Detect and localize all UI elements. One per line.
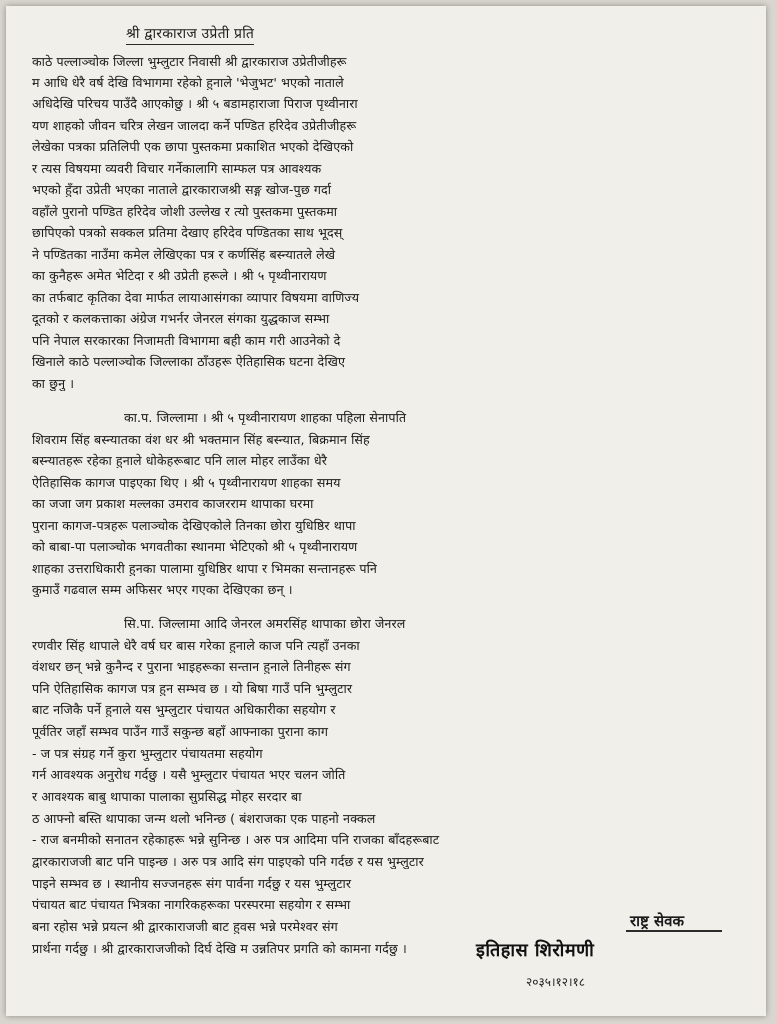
letter-line: को बाबा-पा पलाञ्चोक भगवतीका स्थानमा भेटिएको श्री ५ पृथ्वीनारायण xyxy=(32,539,358,554)
letter-line: अधिदेखि परिचय पाउँदै आएकोछु । श्री ५ बडामहाराजा पिराज पृथ्वीनारा xyxy=(32,96,358,111)
letter-line: पनि नेपाल सरकारका निजामती विभागमा बही काम गरी आउनेको दे xyxy=(32,333,341,348)
letter-line: बाट नजिकै पर्ने हुनाले यस भुम्लुटार पंचायत अधिकारीका सहयोग र xyxy=(32,702,336,717)
letter-line: प्रार्थना गर्दछु । श्री द्वारकाराजजीको दिर्घ देखि म उन्नतिपर प्रगति को कामना गर्दछु । xyxy=(32,941,407,956)
letter-line: का कुनैहरू अमेत भेटिदा र श्री उप्रेती हरूले । श्री ५ पृथ्वीनारायण xyxy=(32,268,327,283)
letter-salutation: श्री द्वारकाराज उप्रेती प्रति xyxy=(126,24,254,45)
signature-name: इतिहास शिरोमणी xyxy=(476,940,595,961)
letter-line: का छुनु । xyxy=(32,376,75,391)
letter-line: भएको हुँदा उप्रेती भएका नाताले द्वारकाराजश्री सङ्ग खोज-पुछ गर्दा xyxy=(32,182,332,197)
letter-line: ऐतिहासिक कागज पाइएका थिए । श्री ५ पृथ्वीनारायण शाहका समय xyxy=(32,475,341,490)
letter-line: पूर्वतिर जहाँ सम्भव पाउँन गाउँ सकुन्छ बहाँ आफ्नाका पुराना काग xyxy=(32,724,329,739)
letter-line: यण शाहको जीवन चरित्र लेखन जालदा कर्ने पण्डित हरिदेव उप्रेतीजीहरू xyxy=(32,118,357,133)
letter-line: कुमाउँ गढवाल सम्म अफिसर भएर गएका देखिएका छन् । xyxy=(32,582,293,597)
letter-line: खिनाले काठे पल्लाञ्चोक जिल्लाका ठाँउहरू ऐतिहासिक घटना देखिए xyxy=(32,354,346,369)
letter-line: - ज पत्र संग्रह गर्ने कुरा भुम्लुटार पंचायतमा सहयोग xyxy=(32,746,263,761)
signature-date: २०३५।१२।१८ xyxy=(526,975,586,989)
letter-line: द्वारकाराजजी बाट पनि पाइन्छ । अरु पत्र आदि संग पाइएको पनि गर्दछ र यस भुम्लुटार xyxy=(32,854,424,869)
letter-line: पनि ऐतिहासिक कागज पत्र हुन सम्भव छ । यो बिषा गाउँ पनि भुम्लुटार xyxy=(32,681,353,696)
letter-line: सि.पा. जिल्लामा आदि जेनरल अमरसिंह थापाका छोरा जेनरल xyxy=(124,616,406,631)
letter-line: र आवश्यक बाबु थापाका पालाका सुप्रसिद्ध मोहर सरदार बा xyxy=(32,789,302,804)
letter-line: पाइने सम्भव छ । स्थानीय सज्जनहरू संग पार्वना गर्दछु र यस भुम्लुटार xyxy=(32,876,352,891)
letter-line: म आधि धेरै वर्ष देखि विभागमा रहेको हुनाले 'भेजुभट' भएको नाताले xyxy=(32,75,344,90)
letter-line: शिवराम सिंह बस्न्यातका वंश धर श्री भक्तमान सिंह बस्न्यात, बिक्रमान सिंह xyxy=(32,432,370,447)
letter-line: का तर्फबाट कृतिका देवा मार्फत लायाआसंगका व्यापार विषयमा वाणिज्य xyxy=(32,290,360,305)
letter-line: र त्यस विषयमा व्यवरी विचार गर्नेकालागि साम्फल पत्र आवश्यक xyxy=(32,161,322,176)
letter-line: का जजा जग प्रकाश मल्लका उमराव काजरराम थापाका घरमा xyxy=(32,496,314,511)
signature-title-underline xyxy=(626,930,722,932)
letter-line: ने पण्डितका नाउँमा कमेल लेखिएका पत्र र कर्णसिंह बस्न्यातले लेखे xyxy=(32,247,336,262)
letter-line: वहाँले पुरानो पण्डित हरिदेव जोशी उल्लेख र त्यो पुस्तकमा पुस्तकमा xyxy=(32,204,338,219)
letter-line: लेखेका पत्रका प्रतिलिपी एक छापा पुस्तकमा प्रकाशित भएको देखिएको xyxy=(32,139,354,154)
letter-line: छापिएको पत्रको सक्कल प्रतिमा देखाए हरिदेव पण्डितका साथ भूदस् xyxy=(32,225,343,240)
letter-line: काठे पल्लाञ्चोक जिल्ला भुम्लुटार निवासी श्री द्वारकाराज उप्रेतीजीहरू xyxy=(32,54,347,69)
letter-line: पुराना कागज-पत्रहरू पलाञ्चोक देखिएकोले तिनका छोरा युधिष्ठिर थापा xyxy=(32,518,356,533)
letter-line: बस्न्यातहरू रहेका हुनाले धोकेहरूबाट पनि लाल मोहर लाउँका धेरै xyxy=(32,453,327,468)
letter-line: पंचायत बाट पंचायत भित्रका नागरिकहरूका परस्परमा सहयोग र सम्भा xyxy=(32,897,351,912)
letter-line: रणवीर सिंह थापाले धेरै वर्ष घर बास गरेका हुनाले काज पनि त्यहाँ उनका xyxy=(32,638,360,653)
letter-line: गर्न आवश्यक अनुरोध गर्दछु । यसै भुम्लुटार पंचायत भएर चलन जोति xyxy=(32,767,346,782)
letter-line: - राज बनमीको सनातन रहेकाहरू भन्ने सुनिन्छ । अरु पत्र आदिमा पनि राजका बाँदहरूबाट xyxy=(32,832,440,847)
letter-line: का.प. जिल्लामा । श्री ५ पृथ्वीनारायण शाहका पहिला सेनापति xyxy=(124,410,407,425)
letter-line: बना रहोस भन्ने प्रयत्न श्री द्वारकाराजजी बाट हुवस भन्ने परमेश्वर संग xyxy=(32,919,338,934)
letter-line: दूतको र कलकत्ताका अंग्रेज गभर्नर जेनरल संगका युद्धकाज सम्भा xyxy=(32,311,330,326)
letter-line: वंशधर छन् भन्ने कुनैन्द र पुराना भाइहरूका सन्तान हुनाले तिनीहरू संग xyxy=(32,659,351,674)
letter-line: शाहका उत्तराधिकारी हुनका पालामा युधिष्ठिर थापा र भिमका सन्तानहरू पनि xyxy=(32,561,377,576)
letter-page xyxy=(6,6,766,1016)
letter-line: ठ आफ्नो बस्ति थापाका जन्म थलो भनिन्छ ( बंशराजका एक पाहनो नक्कल xyxy=(32,811,376,826)
signature-title: राष्ट्र सेवक xyxy=(630,912,685,930)
